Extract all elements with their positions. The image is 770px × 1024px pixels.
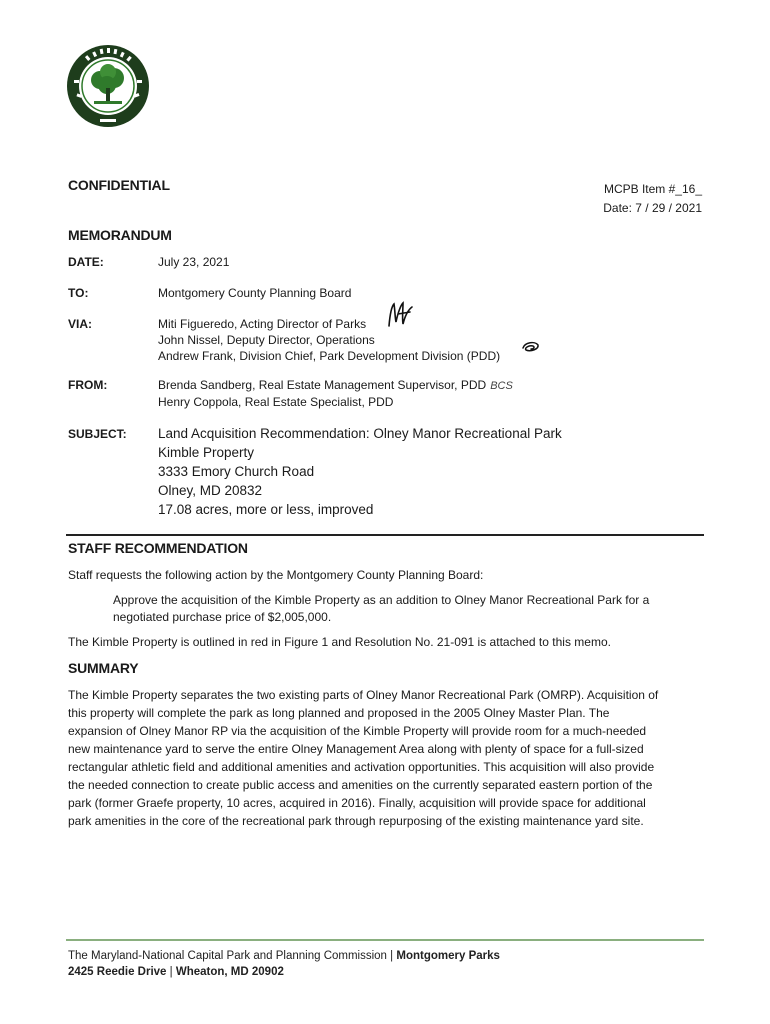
footer-city: Wheaton, MD 20902 [175,966,284,978]
footer-address-line [68,964,500,980]
from-line: Henry Coppola, Real Estate Specialist, PDD [158,395,394,409]
montgomery-parks-logo [66,44,150,128]
summary-body [68,686,708,830]
footer-org-line [68,948,500,964]
recommended-action [113,592,703,626]
action-line: negotiated purchase price of $2,005,000. [113,610,332,624]
via-list [158,316,500,364]
date-label: DATE: [68,255,104,269]
subject-line: 17.08 acres, more or less, improved [158,502,374,517]
author-initials: BCS [490,380,513,392]
footer [68,948,500,980]
subject-label: SUBJECT: [68,427,127,441]
summary-line: park (former Graefe property, 10 acres, acquired in 2016). Finally, acquisition will provide space for additional [68,796,646,810]
summary-line: park amenities in the core of the recreational park through repurposing of the existing maintenance yard site. [68,814,644,828]
footer-address: 2425 Reedie Drive [68,966,167,978]
footer-brand: Montgomery Parks [396,950,500,962]
item-date-block [603,180,702,218]
to-label: TO: [68,286,89,300]
via-label: VIA: [68,317,92,331]
footer-org: The Maryland-National Capital Park and Planning Commission [68,950,387,962]
subject-line: Olney, MD 20832 [158,483,263,498]
summary-line: The Kimble Property separates the two existing parts of Olney Manor Recreational Park (OMRP). Acquisition of [68,688,659,702]
from-list [158,377,513,410]
from-label: FROM: [68,378,108,392]
summary-line: the needed connection to create public access and amenities on the currently separated eastern portion of the [68,778,653,792]
summary-line: new maintenance yard to serve the entire Olney Management Area along with plenty of space for a full-sized [68,742,644,756]
confidential-label: CONFIDENTIAL [68,177,170,193]
from-line [158,377,513,394]
via-line: Andrew Frank, Division Chief, Park Development Division (PDD) [158,349,501,363]
from-line-text: Brenda Sandberg, Real Estate Management Supervisor, PDD [158,378,487,392]
date-value: July 23, 2021 [158,255,230,269]
summary-heading: SUMMARY [68,660,139,676]
mcpb-item-number: MCPB Item #_16_ [603,182,702,196]
tree-seal-icon [66,44,150,128]
footer-separator: | [390,950,394,962]
summary-line: rectangular athletic field and additional amenities and activation opportunities. This acquisition will also provide [68,760,655,774]
summary-line: this property will complete the park as long planned and proposed in the 2005 Olney Master Plan. The [68,706,610,720]
via-line: Miti Figueredo, Acting Director of Parks [158,317,367,331]
signature-mark-icon [386,300,416,330]
via-line: John Nissel, Deputy Director, Operations [158,333,375,347]
summary-line: expansion of Olney Manor RP via the acquisition of the Kimble Property will provide room for a much-needed [68,724,647,738]
memorandum-title: MEMORANDUM [68,227,172,243]
footer-rule [66,939,704,941]
subject-line: Kimble Property [158,445,255,460]
action-line: Approve the acquisition of the Kimble Property as an addition to Olney Manor Recreational Park for a [113,593,650,607]
subject-line: 3333 Emory Church Road [158,464,315,479]
footer-address-separator: | [169,966,173,978]
to-value: Montgomery County Planning Board [158,286,352,300]
subject-line: Land Acquisition Recommendation: Olney Manor Recreational Park [158,426,562,441]
figure-note: The Kimble Property is outlined in red in Figure 1 and Resolution No. 21-091 is attached to this memo. [68,635,611,649]
initials-scribble-icon [521,340,541,354]
staff-recommendation-heading: STAFF RECOMMENDATION [68,540,248,556]
section-divider [66,534,704,536]
staff-intro: Staff requests the following action by the Montgomery County Planning Board: [68,568,484,582]
board-date: Date: 7 / 29 / 2021 [603,201,702,215]
subject-block [158,424,562,519]
